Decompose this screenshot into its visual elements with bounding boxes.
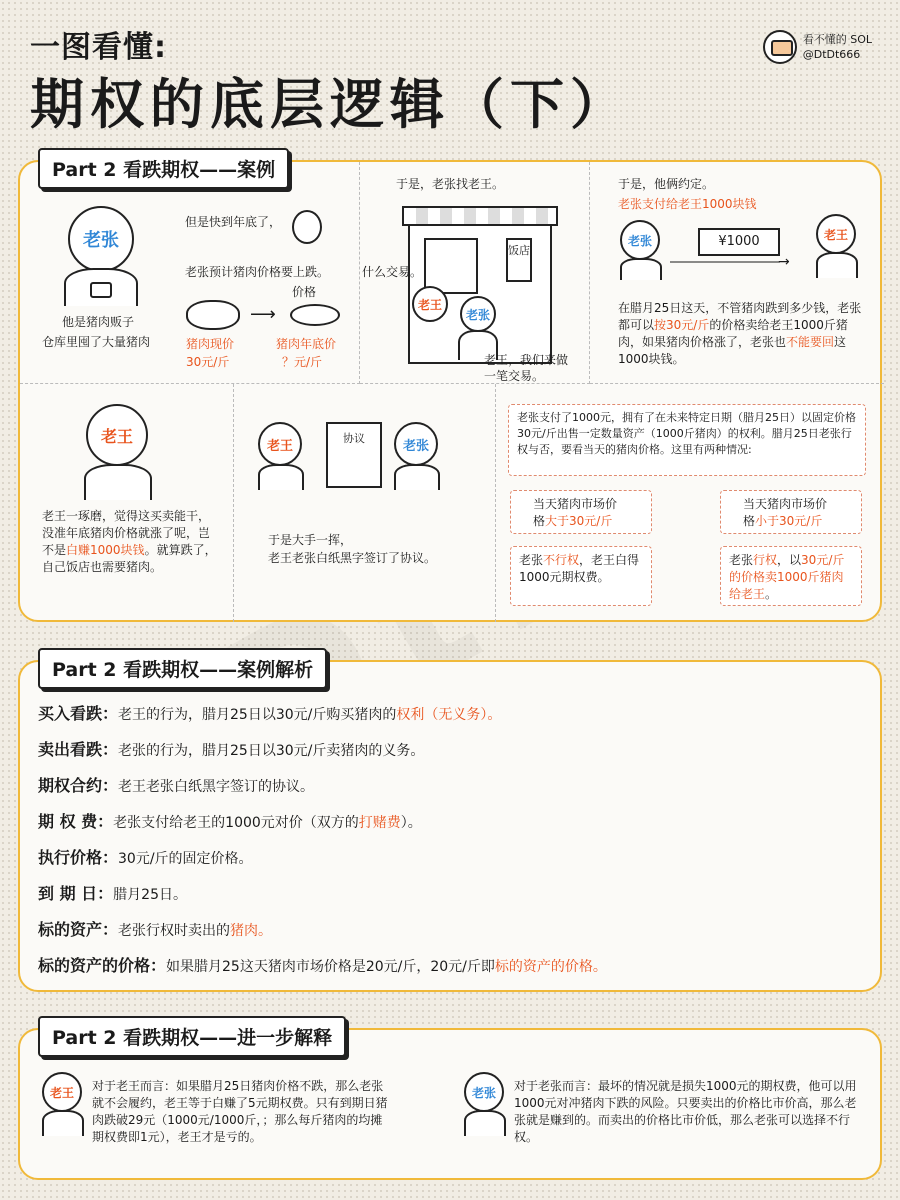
character-zhang-p3 — [464, 1072, 508, 1138]
arrow-icon: ⟶ — [250, 304, 276, 325]
c3-pay-text: 老张支付给老王1000块钱 — [618, 197, 757, 211]
zhang-explanation: 对于老张而言：最坏的情况就是损失1000元的期权费，他可以用1000元对冲猪肉下跌的风险。只要卖出的价格比市价高，那么老张就是赚到的。而卖出的价格比市价低，那么老张可以选择不行权。 — [514, 1079, 857, 1144]
author-name: 看不懂的 SOL — [802, 33, 872, 46]
analysis-row: 标的资产的价格：如果腊月25这天猪肉市场价格是20元/斤，20元/斤即标的资产的价格。 — [38, 956, 607, 975]
cell-scenarios — [496, 384, 884, 622]
zhang-body-p3 — [464, 1110, 506, 1136]
wang-head-c3: 老王 — [816, 214, 856, 254]
c1-caption-2: 仓库里囤了大量猪肉 — [42, 335, 151, 349]
wang-head-p3: 老王 — [42, 1072, 82, 1112]
character-zhang — [64, 206, 150, 306]
author-badge — [763, 30, 872, 64]
panel-analysis-tag: Part 2 看跌期权——案例解析 — [38, 648, 327, 689]
zhang-body-c5 — [394, 464, 440, 490]
c5-caption-1: 于是大手一挥， — [268, 533, 353, 547]
cell-agreement — [590, 162, 884, 384]
panel-case-tag: Part 2 看跌期权——案例 — [38, 148, 289, 189]
c2-top-text: 于是，老张找老王。 — [396, 177, 505, 191]
cell-sign — [234, 384, 496, 622]
panel-case — [18, 160, 882, 622]
panel-analysis — [18, 660, 882, 992]
c1-end-1: 猪肉年底价 — [276, 337, 337, 351]
wang-head-c4: 老王 — [86, 404, 148, 466]
character-wang-small — [412, 286, 452, 356]
wang-head-c5: 老王 — [258, 422, 302, 466]
scenario-left-result: 老张不行权，老王白得1000元期权费。 — [510, 546, 652, 606]
character-zhang-c3 — [620, 220, 664, 280]
scenario-summary: 老张支付了1000元，拥有了在未来特定日期（腊月25日）以固定价格30元/斤出售一定数量资产（1000斤猪肉）的权利。腊月25日老张行权与否，要看当天的猪肉价格。这里有两种情况: — [508, 404, 866, 476]
zhang-head-p3: 老张 — [464, 1072, 504, 1112]
shop-sign: 饭店 — [506, 238, 532, 282]
cell-wang-think — [20, 384, 234, 622]
wang-body-p3 — [42, 1110, 84, 1136]
analysis-row: 到 期 日：腊月25日。 — [38, 884, 187, 903]
c1-top-text: 但是快到年底了， — [185, 215, 282, 229]
zhang-body-c3 — [620, 258, 662, 280]
character-wang-p3 — [42, 1072, 86, 1138]
zhang-apron — [90, 282, 112, 298]
meat-icon — [290, 304, 340, 326]
contract-document — [326, 422, 382, 488]
character-wang-c3 — [816, 214, 860, 280]
scenario-left-condition: 当天猪肉市场价 格大于30元/斤 — [510, 490, 652, 534]
kicker-title: 一图看懂: — [30, 30, 167, 65]
lantern-icon — [292, 210, 322, 244]
contract-title: 协议 — [343, 432, 365, 445]
wang-head: 老王 — [412, 286, 448, 322]
pig-icon — [186, 300, 240, 330]
c1-mid-text: 老张预计猪肉价格要上跌。 — [185, 265, 330, 279]
zhang-head-c3: 老张 — [620, 220, 660, 260]
wang-body-c4 — [84, 464, 152, 500]
analysis-row: 买入看跌：老王的行为，腊月25日以30元/斤购买猪肉的权利（无义务）。 — [38, 704, 502, 723]
c2-say-1: 老王，我们来做 — [484, 353, 569, 367]
zhang-head: 老张 — [68, 206, 134, 272]
character-zhang-c5 — [394, 422, 442, 492]
author-handle: @DtDt666 — [802, 48, 861, 61]
long-arrow-icon: ―――――――――→ — [670, 254, 788, 270]
c5-caption-2: 老王老张白纸黑字签订了协议。 — [268, 551, 437, 565]
c3-description: 在腊月25日这天，不管猪肉跌到多少钱，老张都可以按30元/斤的价格卖给老王1000斤猪肉，如果猪肉价格涨了，老张也不能要回这1000块钱。 — [618, 301, 862, 366]
character-wang-c5 — [258, 422, 306, 492]
panel-explain-tag: Part 2 看跌期权——进一步解释 — [38, 1016, 346, 1057]
scenario-right-condition: 当天猪肉市场价 格小于30元/斤 — [720, 490, 862, 534]
analysis-row: 期权合约：老王老张白纸黑字签订的协议。 — [38, 776, 315, 795]
analysis-row: 标的资产：老张行权时卖出的猪肉。 — [38, 920, 273, 939]
zhang-head-c5: 老张 — [394, 422, 438, 466]
cell-zhang-intro — [20, 162, 360, 384]
analysis-row: 执行价格：30元/斤的固定价格。 — [38, 848, 253, 867]
c4-description: 老王一琢磨，觉得这买卖能干，没准年底猪肉价格就涨了呢，岂不是白赚1000块钱。就算跌了，自己饭店也需要猪肉。 — [42, 509, 217, 574]
awning — [402, 206, 558, 226]
cell-find-wang — [360, 162, 590, 384]
main-title: 期权的底层逻辑（下） — [30, 73, 630, 136]
c2-ask-text: 什么交易。 — [362, 265, 423, 279]
c1-now-2: 30元/斤 — [186, 355, 230, 369]
wang-body-c3 — [816, 252, 858, 278]
c1-caption-1: 他是猪肉贩子 — [62, 315, 135, 329]
avatar — [763, 30, 797, 64]
c3-top-text: 于是，他俩约定。 — [618, 177, 715, 191]
c1-price-label: 价格 — [292, 285, 317, 299]
analysis-row: 卖出看跌：老张的行为，腊月25日以30元/斤卖猪肉的义务。 — [38, 740, 425, 759]
scenario-right-result: 老张行权，以30元/斤的价格卖1000斤猪肉给老王。 — [720, 546, 862, 606]
analysis-row: 期 权 费：老张支付给老王的1000元对价（双方的打赌费）。 — [38, 812, 422, 831]
wang-body-c5 — [258, 464, 304, 490]
money-note: ¥1000 — [698, 228, 780, 256]
c1-end-2: ？元/斤 — [282, 355, 323, 369]
panel-explain — [18, 1028, 882, 1180]
c2-say-2: 一笔交易。 — [484, 369, 545, 383]
wang-explanation: 对于老王而言：如果腊月25日猪肉价格不跌，那么老张就不会履约，老王等于白赚了5元期权费。只有到期日猪肉跌破29元（1000元/1000斤，；那么每斤猪肉的均摊期权费即1元），老王才是亏的。 — [92, 1079, 388, 1144]
zhang-head-small: 老张 — [460, 296, 496, 332]
c1-now-1: 猪肉现价 — [186, 337, 235, 351]
character-wang-c4 — [84, 404, 160, 500]
